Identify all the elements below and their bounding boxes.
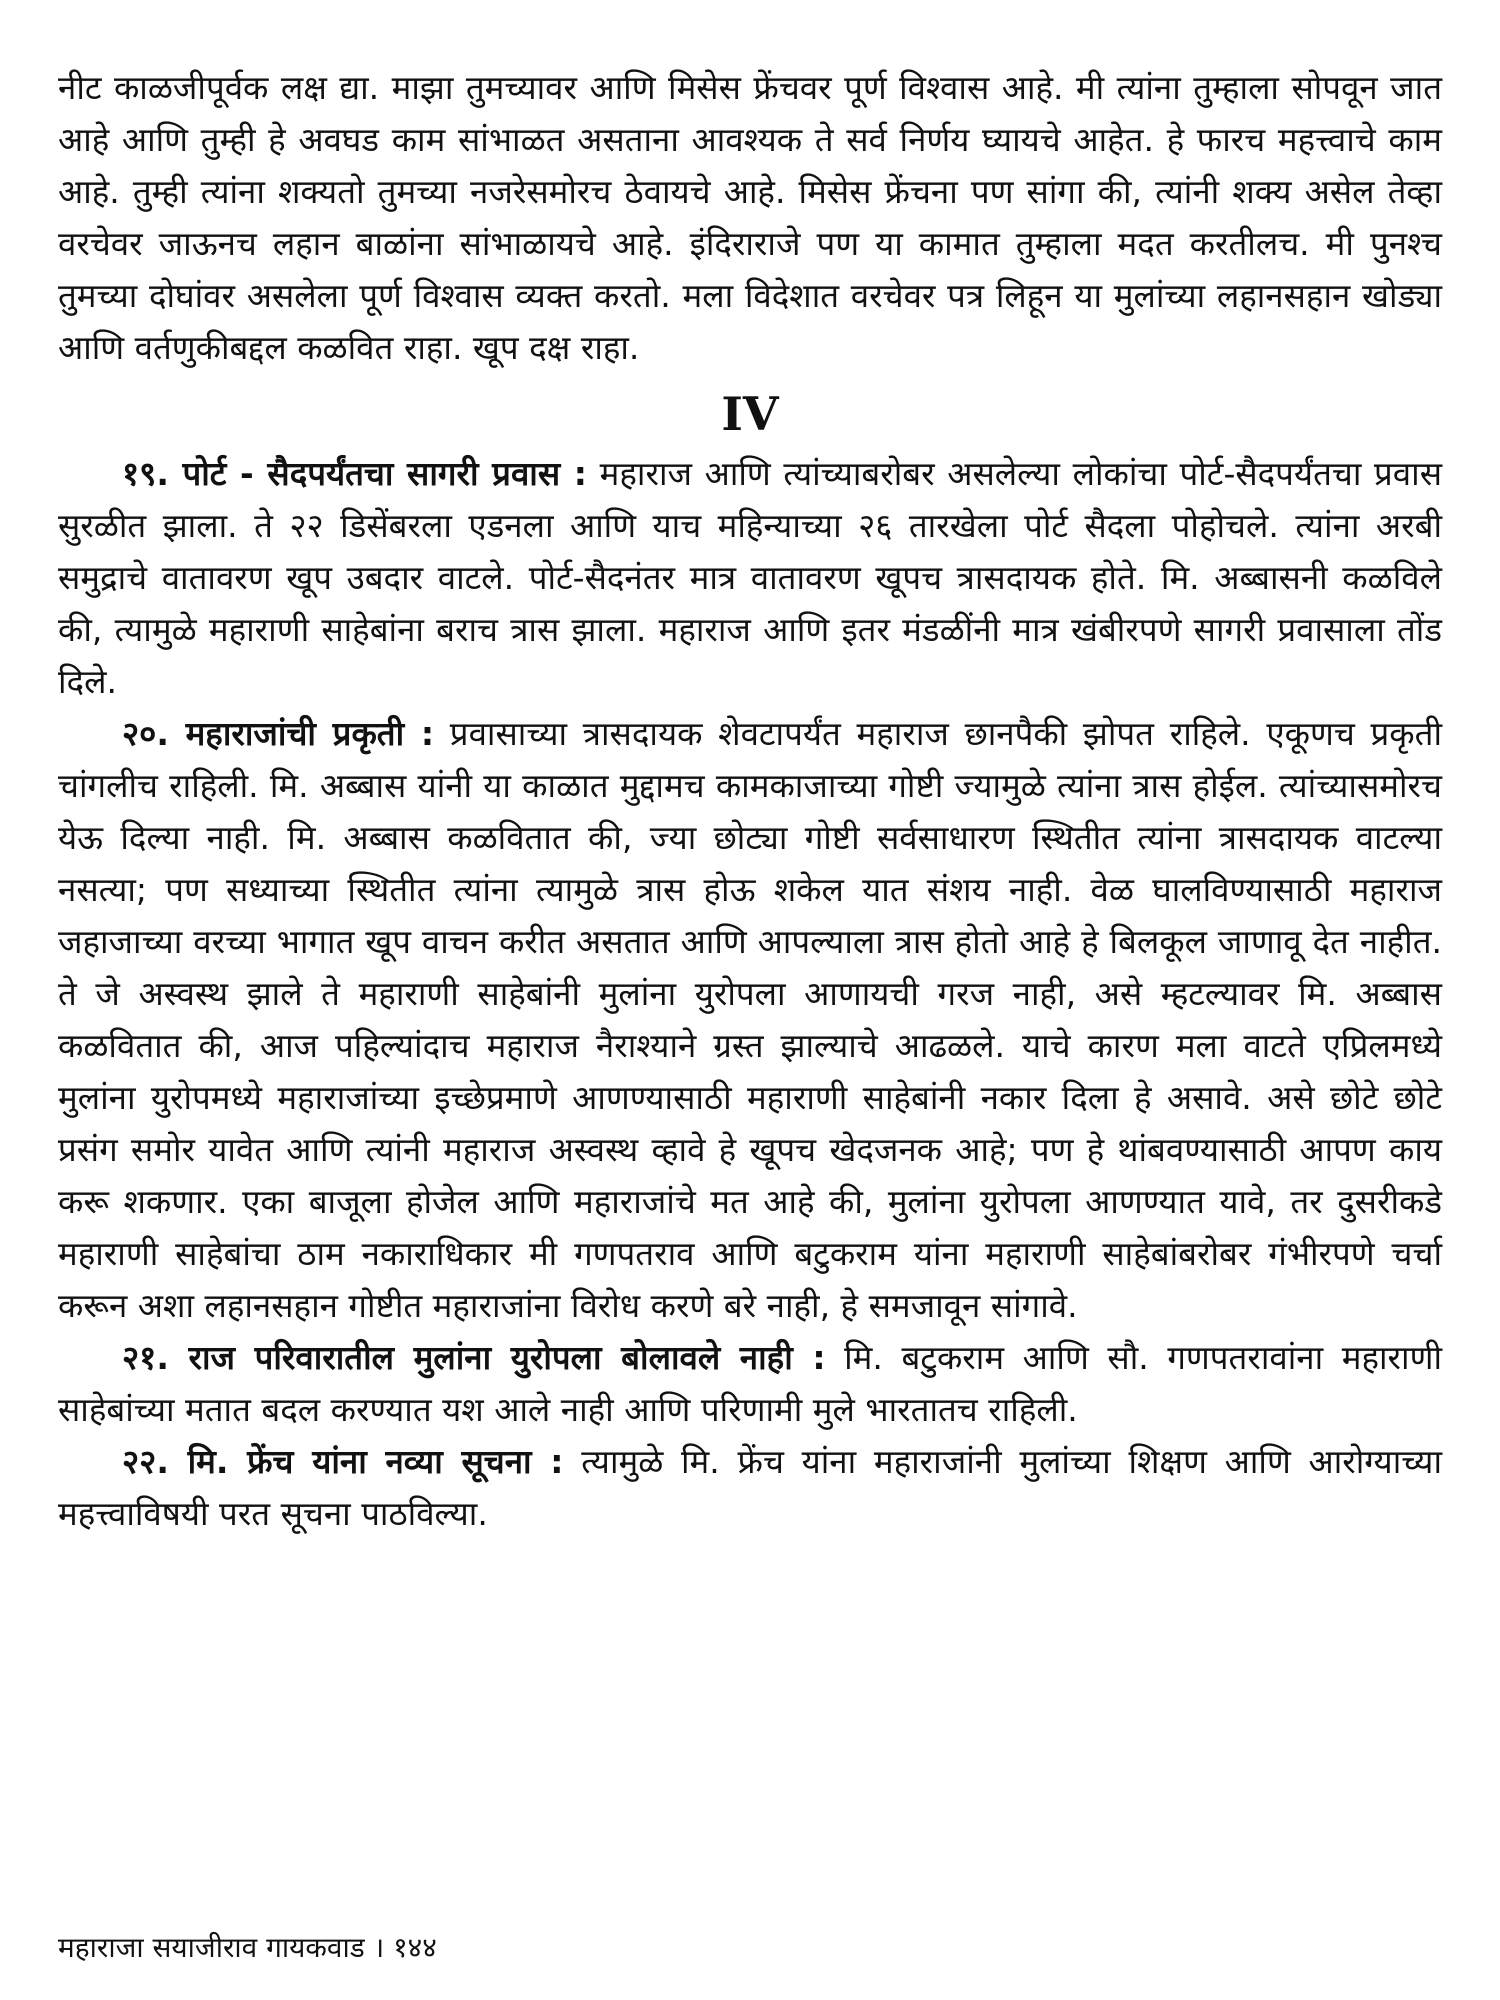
section-20-paragraph — [58, 708, 1442, 1332]
section-19-heading: १९. पोर्ट - सैदपर्यंतचा सागरी प्रवास : — [122, 454, 587, 493]
document-page — [58, 62, 1442, 1540]
section-21-body: मि. बटुकराम आणि सौ. गणपतरावांना महाराणी साहेबांच्या मतात बदल करण्यात यश आले नाही आणि परिणामी मुले भारतातच राहिली. — [58, 1338, 1442, 1429]
section-title: IV — [721, 387, 779, 441]
page-footer: महाराजा सयाजीराव गायकवाड । १४४ — [58, 1931, 437, 1964]
section-22-heading: २२. मि. फ्रेंच यांना नव्या सूचना : — [122, 1442, 564, 1481]
section-21-heading: २१. राज परिवारातील मुलांना युरोपला बोलावले नाही : — [122, 1338, 826, 1377]
section-19-body: महाराज आणि त्यांच्याबरोबर असलेल्या लोकांचा पोर्ट-सैदपर्यंतचा प्रवास सुरळीत झाला. ते २२ डिसेंबरला एडनला आणि याच महिन्याच्या २६ तारखेला पोर्ट सैदला पोहोचले. त्यांना अरबी समुद्राचे वातावरण खूप उबदार वाटले. पोर्ट-सैदनंतर मात्र वातावरण खूपच त्रासदायक होते. मि. अब्बासनी कळविले की, त्यामुळे महाराणी साहेबांना बराच त्रास झाला. महाराज आणि इतर मंडळींनी मात्र खंबीरपणे सागरी प्रवासाला तोंड दिले. — [58, 454, 1442, 701]
section-21-paragraph — [58, 1332, 1442, 1436]
section-20-body: प्रवासाच्या त्रासदायक शेवटापर्यंत महाराज छानपैकी झोपत राहिले. एकूणच प्रकृती चांगलीच राहिली. मि. अब्बास यांनी या काळात मुद्दामच कामकाजाच्या गोष्टी ज्यामुळे त्यांना त्रास होईल. त्यांच्यासमोरच येऊ दिल्या नाही. मि. अब्बास कळवितात की, ज्या छोट्या गोष्टी सर्वसाधारण स्थितीत त्यांना त्रासदायक वाटल्या नसत्या; पण सध्याच्या स्थितीत त्यांना त्यामुळे त्रास होऊ शकेल यात संशय नाही. वेळ घालविण्यासाठी महाराज जहाजाच्या वरच्या भागात खूप वाचन करीत असतात आणि आपल्याला त्रास होतो आहे हे बिलकूल जाणावू देत नाहीत. ते जे अस्वस्थ झाले ते महाराणी साहेबांनी मुलांना युरोपला आणायची गरज नाही, असे म्हटल्यावर मि. अब्बास कळवितात की, आज पहिल्यांदाच महाराज नैराश्याने ग्रस्त झाल्याचे आढळले. याचे कारण मला वाटते एप्रिलमध्ये मुलांना युरोपमध्ये महाराजांच्या इच्छेप्रमाणे आणण्यासाठी महाराणी साहेबांनी नकार दिला हे असावे. असे छोटे छोटे प्रसंग समोर यावेत आणि त्यांनी महाराज अस्वस्थ व्हावे हे खूपच खेदजनक आहे; पण हे थांबवण्यासाठी आपण काय करू शकणार. एका बाजूला होजेल आणि महाराजांचे मत आहे की, मुलांना युरोपला आणण्यात यावे, तर दुसरीकडे महाराणी साहेबांचा ठाम नकाराधिकार मी गणपतराव आणि बटुकराम यांना महाराणी साहेबांबरोबर गंभीरपणे चर्चा करून अशा लहानसहान गोष्टीत महाराजांना विरोध करणे बरे नाही, हे समजावून सांगावे. — [58, 714, 1442, 1325]
section-22-paragraph — [58, 1436, 1442, 1540]
section-20-heading: २०. महाराजांची प्रकृती : — [122, 714, 435, 753]
section-19-paragraph — [58, 448, 1442, 708]
opening-paragraph: नीट काळजीपूर्वक लक्ष द्या. माझा तुमच्यावर आणि मिसेस फ्रेंचवर पूर्ण विश्वास आहे. मी त्यांना तुम्हाला सोपवून जात आहे आणि तुम्ही हे अवघड काम सांभाळत असताना आवश्यक ते सर्व निर्णय घ्यायचे आहेत. हे फारच महत्त्वाचे काम आहे. तुम्ही त्यांना शक्यतो तुमच्या नजरेसमोरच ठेवायचे आहे. मिसेस फ्रेंचना पण सांगा की, त्यांनी शक्य असेल तेव्हा वरचेवर जाऊनच लहान बाळांना सांभाळायचे आहे. इंदिराराजे पण या कामात तुम्हाला मदत करतीलच. मी पुनश्च तुमच्या दोघांवर असलेला पूर्ण विश्वास व्यक्त करतो. मला विदेशात वरचेवर पत्र लिहून या मुलांच्या लहानसहान खोड्या आणि वर्तणुकीबद्दल कळवित राहा. खूप दक्ष राहा. — [58, 68, 1442, 367]
section-22-body: त्यामुळे मि. फ्रेंच यांना महाराजांनी मुलांच्या शिक्षण आणि आरोग्याच्या महत्त्वाविषयी परत सूचना पाठविल्या. — [58, 1442, 1442, 1533]
